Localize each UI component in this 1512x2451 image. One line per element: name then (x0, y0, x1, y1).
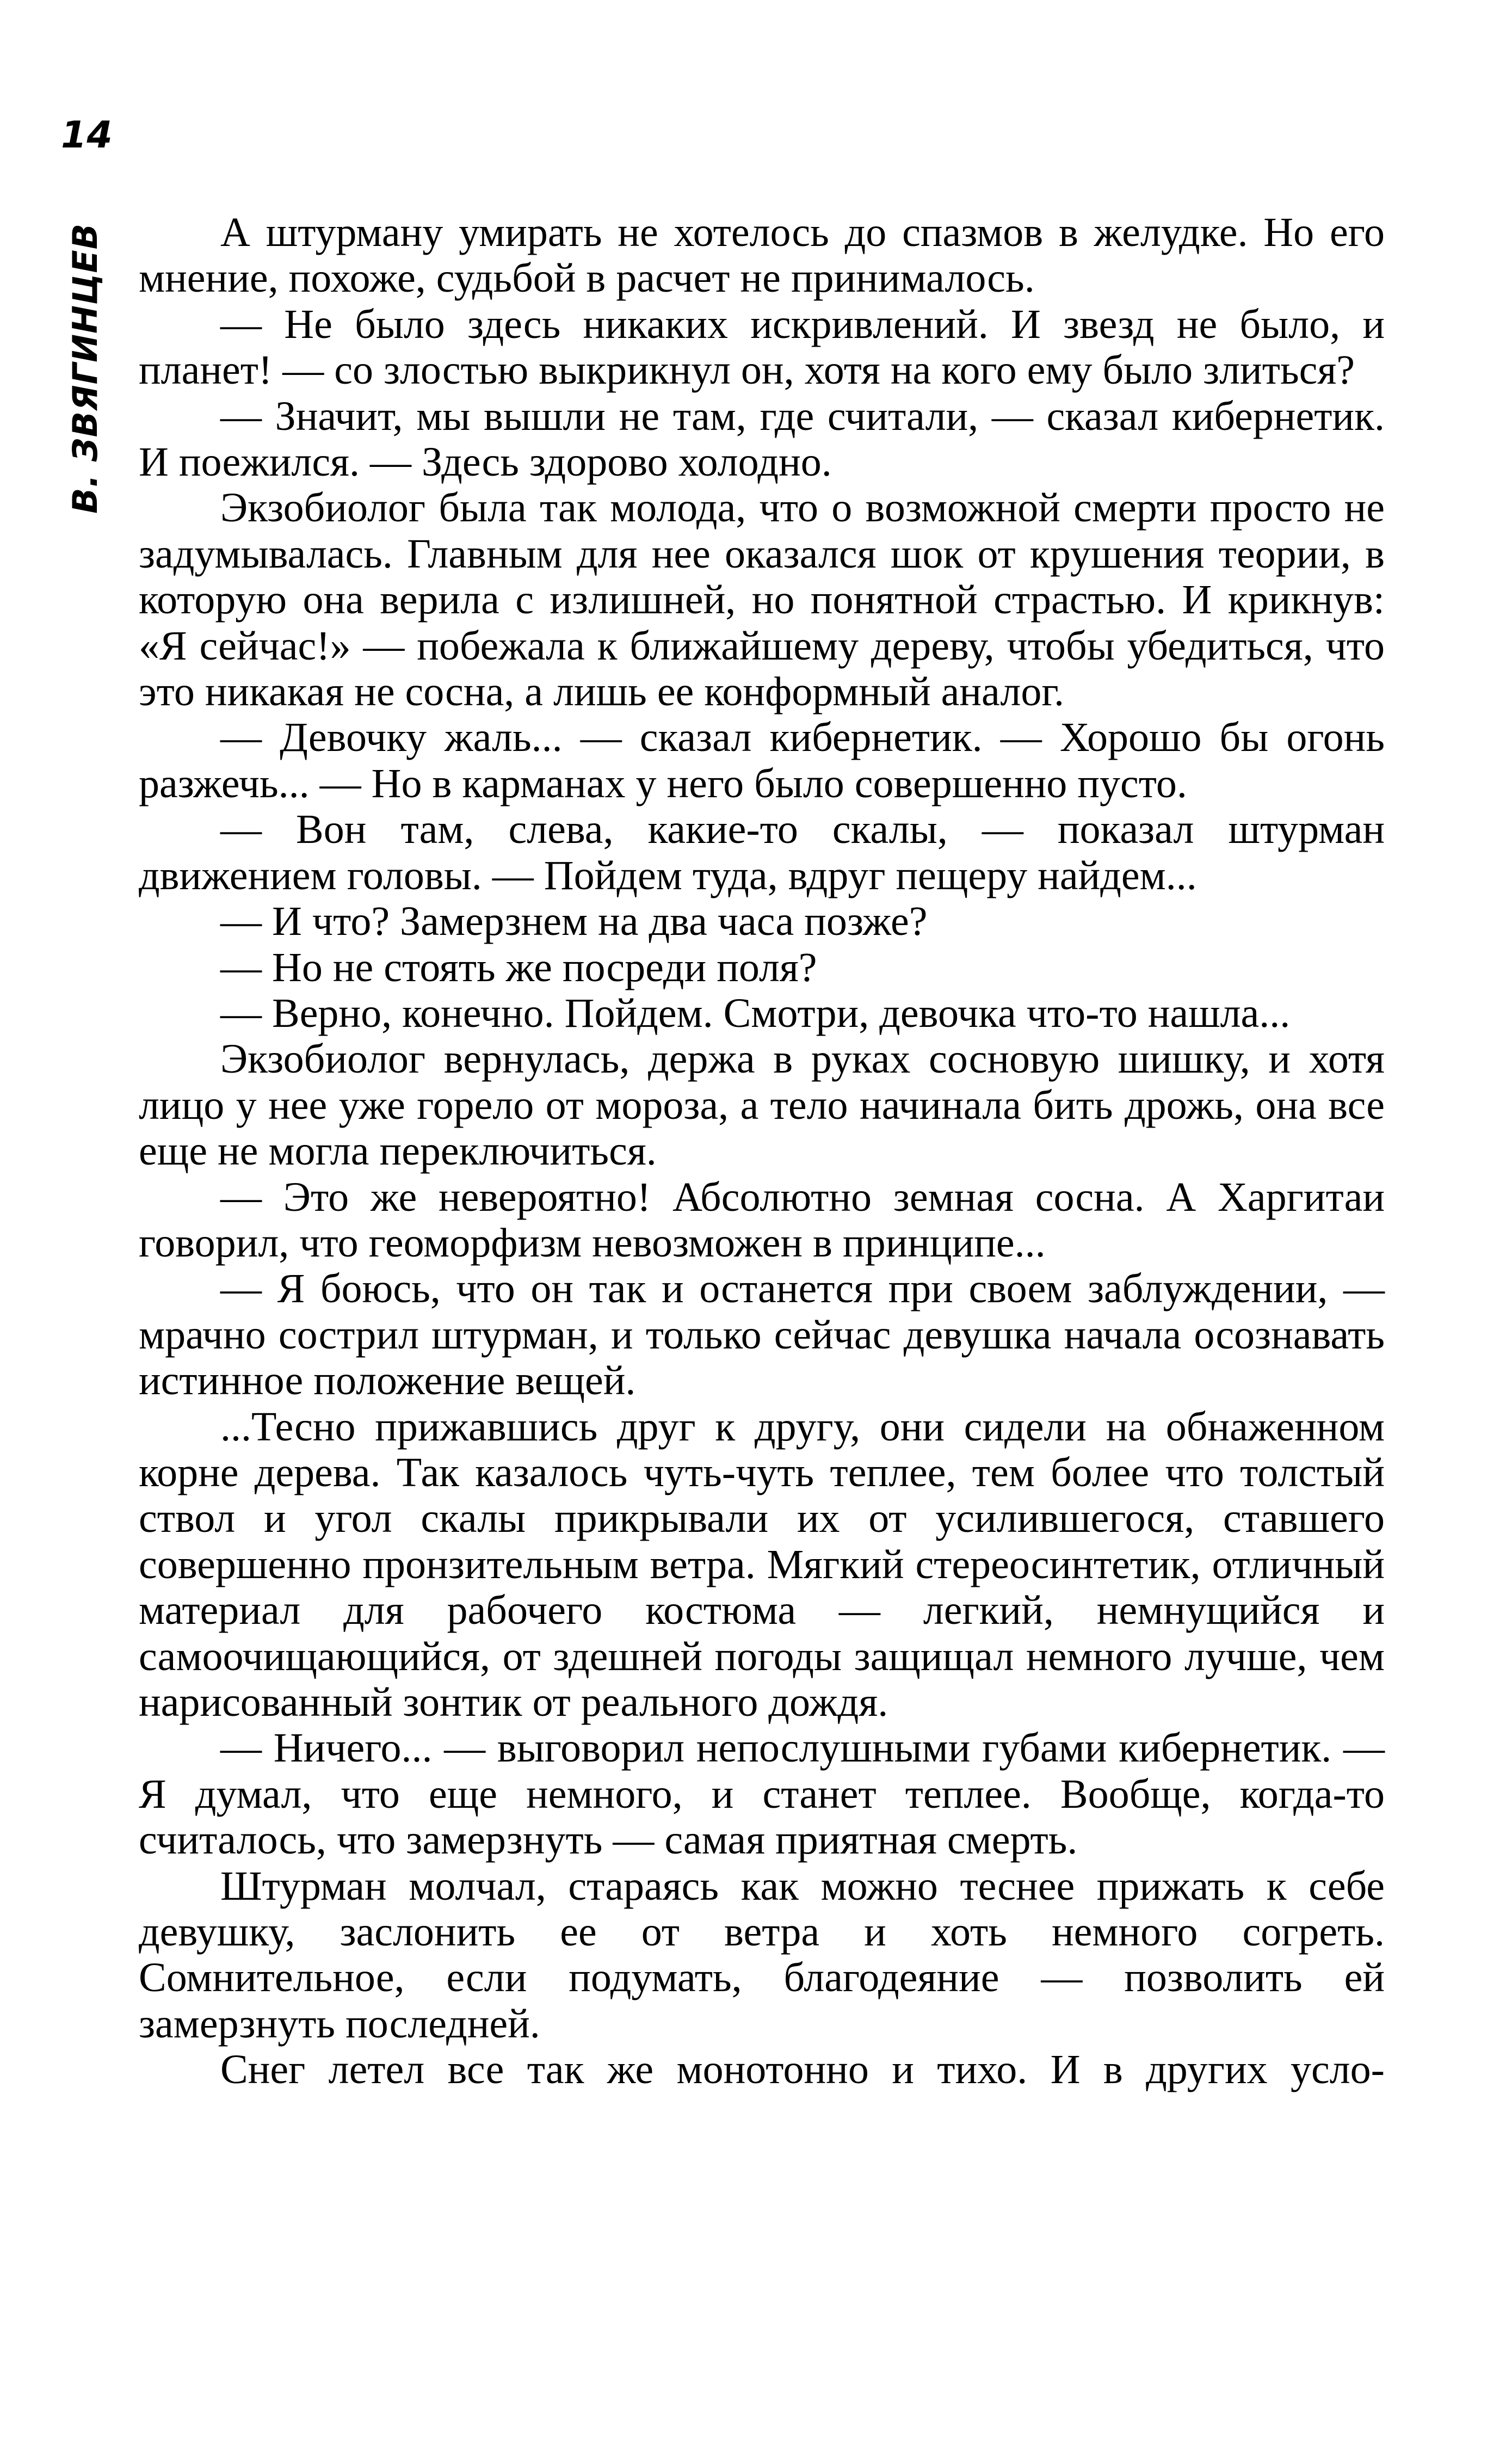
body-text (139, 210, 1385, 2093)
paragraph: А штурману умирать не хотелось до спазмов в желудке. Но его мнение, похоже, судьбой в расчет не принималось. (139, 210, 1385, 301)
paragraph: — Но не стоять же посреди поля? (220, 944, 817, 990)
page-number: 14 (61, 114, 113, 157)
paragraph: — Это же невероятно! Абсолютно земная сосна. А Харгитаи говорил, что геоморфизм невозможен в принципе... (139, 1174, 1385, 1266)
paragraph: Экзобиолог вернулась, держа в руках сосновую шишку, и хотя лицо у нее уже горело от мороза, а тело начинала бить дрожь, она все еще не могла переключиться. (139, 1036, 1385, 1174)
paragraph-continued: Снег летел все так же монотонно и тихо. И в других усло- (220, 2047, 1385, 2093)
paragraph: — Девочку жаль... — сказал кибернетик. — Хорошо бы огонь разжечь... — Но в карманах у него было совершенно пусто. (139, 715, 1385, 806)
paragraph: — Я боюсь, что он так и останется при своем заблуждении, — мрачно сострил штурман, и только сейчас девушка начала осознавать истинное положение вещей. (139, 1266, 1385, 1404)
paragraph: Штурман молчал, стараясь как можно теснее прижать к себе девушку, заслонить ее от ветра и хоть немного согреть. Сомнительное, если подумать, благодеяние — позволить ей замерзнуть последней. (139, 1863, 1385, 2047)
paragraph: — И что? Замерзнем на два часа позже? (220, 898, 928, 945)
paragraph: — Ничего... — выговорил непослушными губами кибернетик. — Я думал, что еще немного, и станет теплее. Вообще, когда-то считалось, что замерзнуть — самая приятная смерть. (139, 1725, 1385, 1863)
paragraph: — Вон там, слева, какие-то скалы, — показал штурман движением головы. — Пойдем туда, вдруг пещеру найдем... (139, 806, 1385, 898)
paragraph: Экзобиолог была так молода, что о возможной смерти просто не задумывалась. Главным для нее оказался шок от крушения теории, в которую она верила с излишней, но понятной страстью. И крикнув: «Я сейчас!» — побежала к ближайшему дереву, чтобы убедиться, что это никакая не сосна, а лишь ее конформный аналог. (139, 485, 1385, 715)
paragraph: ...Тесно прижавшись друг к другу, они сидели на обнаженном корне дерева. Так казалось чуть-чуть теплее, тем более что толстый ствол и угол скалы прикрывали их от усилившегося, ставшего совершенно пронзительным ветра. Мягкий стереосинтетик, отличный материал для рабочего костюма — легкий, немнущийся и самоочищающийся, от здешней погоды защищал немного лучше, чем нарисованный зонтик от реального дождя. (139, 1403, 1385, 1725)
paragraph: — Значит, мы вышли не там, где считали, — сказал кибернетик. И поежился. — Здесь здорово холодно. (139, 393, 1385, 485)
paragraph: — Не было здесь никаких искривлений. И звезд не было, и планет! — со злостью выкрикнул он, хотя на кого ему было злиться? (139, 301, 1385, 393)
paragraph: — Верно, конечно. Пойдем. Смотри, девочка что-то нашла... (220, 990, 1291, 1036)
running-head-author: В. ЗВЯГИНЦЕВ (65, 223, 105, 514)
